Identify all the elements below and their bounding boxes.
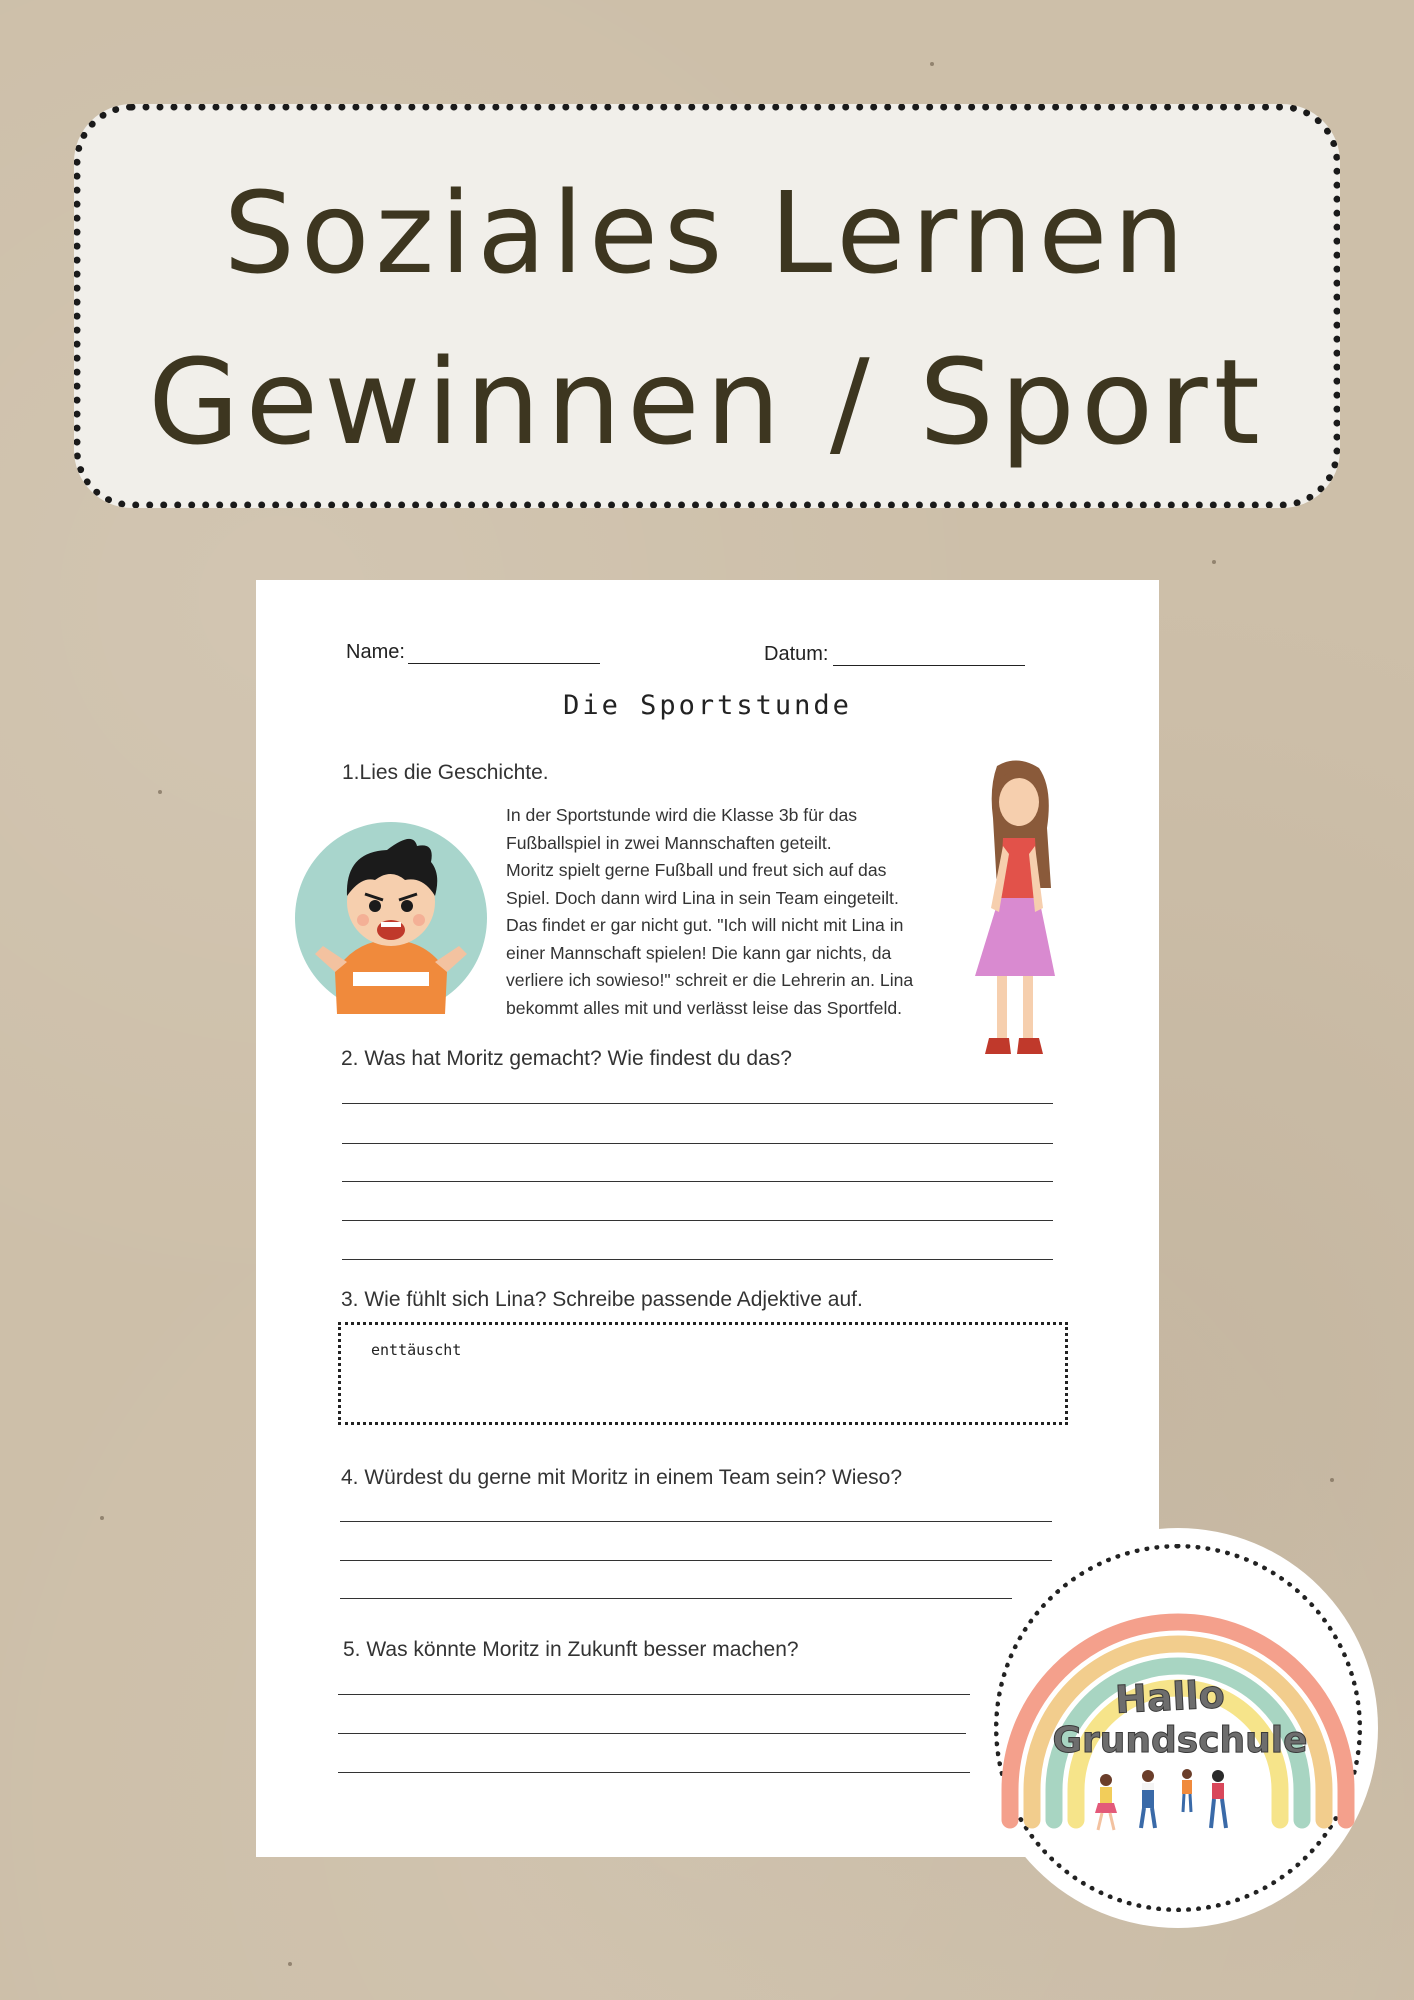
answer-line[interactable] [338, 1694, 970, 1695]
paper-speck [1212, 560, 1216, 564]
answer-line[interactable] [340, 1521, 1052, 1522]
title-line-1: Soziales Lernen [223, 169, 1191, 299]
story-line: In der Sportstunde wird die Klasse 3b für das [506, 805, 858, 825]
answer-line[interactable] [338, 1733, 966, 1734]
title-banner [74, 104, 1340, 508]
paper-speck [158, 790, 162, 794]
story-line: Das findet er gar nicht gut. "Ich will nicht mit Lina in [506, 915, 904, 935]
logo-text-hallo: Hallo [1114, 1672, 1226, 1722]
answer-line[interactable] [340, 1560, 1052, 1561]
story-line: Moritz spielt gerne Fußball und freut sich auf das [506, 860, 887, 880]
story-line: bekommt alles mit und verlässt leise das Sportfeld. [506, 997, 903, 1018]
adjectives-answer-box[interactable] [338, 1322, 1068, 1425]
answer-line[interactable] [342, 1220, 1053, 1221]
story-line: Fußballspiel in zwei Mannschaften geteilt. [506, 832, 832, 853]
answer-line[interactable] [342, 1259, 1053, 1260]
title-line-2: Gewinnen / Sport [148, 333, 1266, 471]
answer-text: enttäuscht [371, 1341, 462, 1359]
question-3: 3. Wie fühlt sich Lina? Schreibe passende Adjektive auf. [341, 1288, 863, 1311]
paper-speck [1330, 1478, 1334, 1482]
question-4: 4. Würdest du gerne mit Moritz in einem Team sein? Wieso? [341, 1466, 903, 1489]
angry-boy-illustration [295, 822, 487, 1014]
rainbow-icon [978, 1528, 1378, 1928]
paper-speck [930, 62, 934, 66]
answer-line[interactable] [342, 1103, 1053, 1104]
sad-girl-illustration [967, 758, 1067, 1064]
paper-speck [288, 1962, 292, 1966]
date-label: Datum: [764, 643, 829, 665]
answer-line[interactable] [338, 1772, 970, 1773]
answer-line[interactable] [340, 1598, 1012, 1599]
question-1: 1.Lies die Geschichte. [342, 761, 549, 784]
logo-text-grundschule: Grundschule [1052, 1720, 1308, 1761]
date-line[interactable] [833, 665, 1025, 666]
story-line: Spiel. Doch dann wird Lina in sein Team eingeteilt. [506, 887, 899, 908]
answer-line[interactable] [342, 1143, 1053, 1144]
name-line[interactable] [408, 663, 600, 664]
story-line: verliere ich sowieso!" schreit er die Lehrerin an. Lina [506, 970, 914, 990]
hallo-grundschule-logo [978, 1528, 1378, 1928]
children-figures [1095, 1769, 1226, 1830]
answer-line[interactable] [342, 1181, 1053, 1182]
story-text [506, 802, 994, 1022]
worksheet-title: Die Sportstunde [563, 690, 852, 721]
question-5: 5. Was könnte Moritz in Zukunft besser machen? [343, 1638, 799, 1661]
question-2: 2. Was hat Moritz gemacht? Wie findest du das? [341, 1047, 792, 1070]
paper-speck [100, 1516, 104, 1520]
name-label: Name: [346, 641, 405, 663]
story-line: einer Mannschaft spielen! Die kann gar nichts, da [506, 942, 892, 963]
